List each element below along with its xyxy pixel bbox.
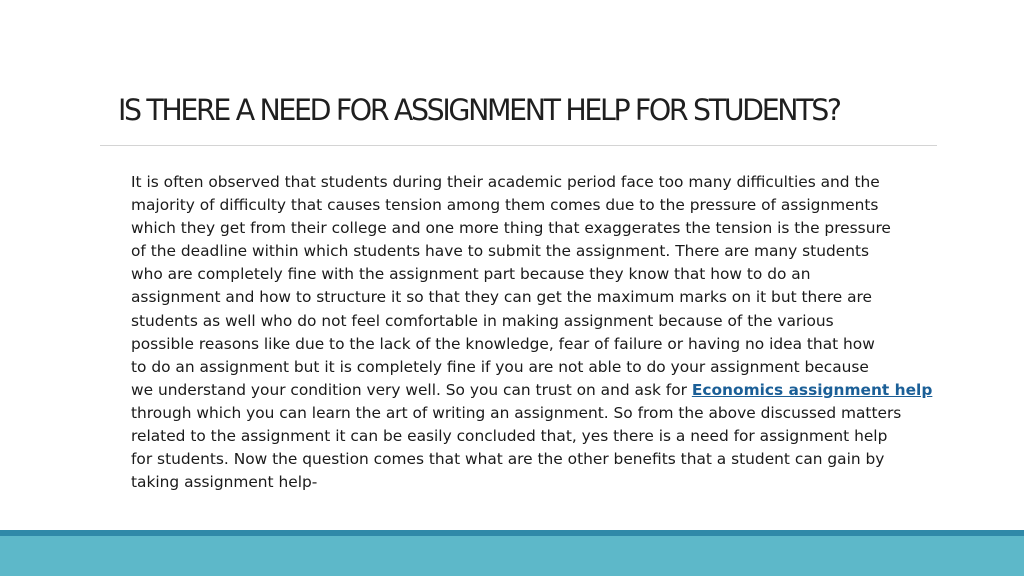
body-line: students as well who do not feel comfortable in making assignment because of the various (131, 311, 834, 330)
body-line: possible reasons like due to the lack of the knowledge, fear of failure or having no idea that how (131, 334, 875, 353)
title-divider (100, 145, 937, 146)
body-line: who are completely fine with the assignment part because they know that how to do an (131, 265, 811, 284)
economics-assignment-help-link[interactable]: Economics assignment help (691, 380, 933, 399)
body-line: assignment and how to structure it so that they can get the maximum marks on it but there are (131, 288, 873, 307)
body-line: which they get from their college and one more thing that exaggerates the tension is the pressure (131, 219, 891, 238)
body-line: through which you can learn the art of writing an assignment. So from the above discussed matters (131, 403, 902, 422)
body-line: related to the assignment it can be easily concluded that, yes there is a need for assignment help (131, 427, 888, 446)
body-line: to do an assignment but it is completely fine if you are not able to do your assignment because (131, 357, 869, 376)
body-paragraph (131, 171, 933, 494)
body-line: we understand your condition very well. So you can trust on and ask for (131, 380, 692, 399)
body-line: of the deadline within which students have to submit the assignment. There are many students (131, 242, 870, 261)
body-line-with-link (131, 379, 933, 402)
body-line: for students. Now the question comes that what are the other benefits that a student can gain by (131, 450, 885, 469)
body-line: majority of difficulty that causes tension among them comes due to the pressure of assignments (131, 196, 879, 215)
body-line: taking assignment help- (131, 473, 318, 492)
body-line: It is often observed that students during their academic period face too many difficulties and the (131, 173, 880, 191)
footer-band (0, 536, 1024, 576)
slide-title: IS THERE A NEED FOR ASSIGNMENT HELP FOR STUDENTS? (118, 93, 840, 127)
